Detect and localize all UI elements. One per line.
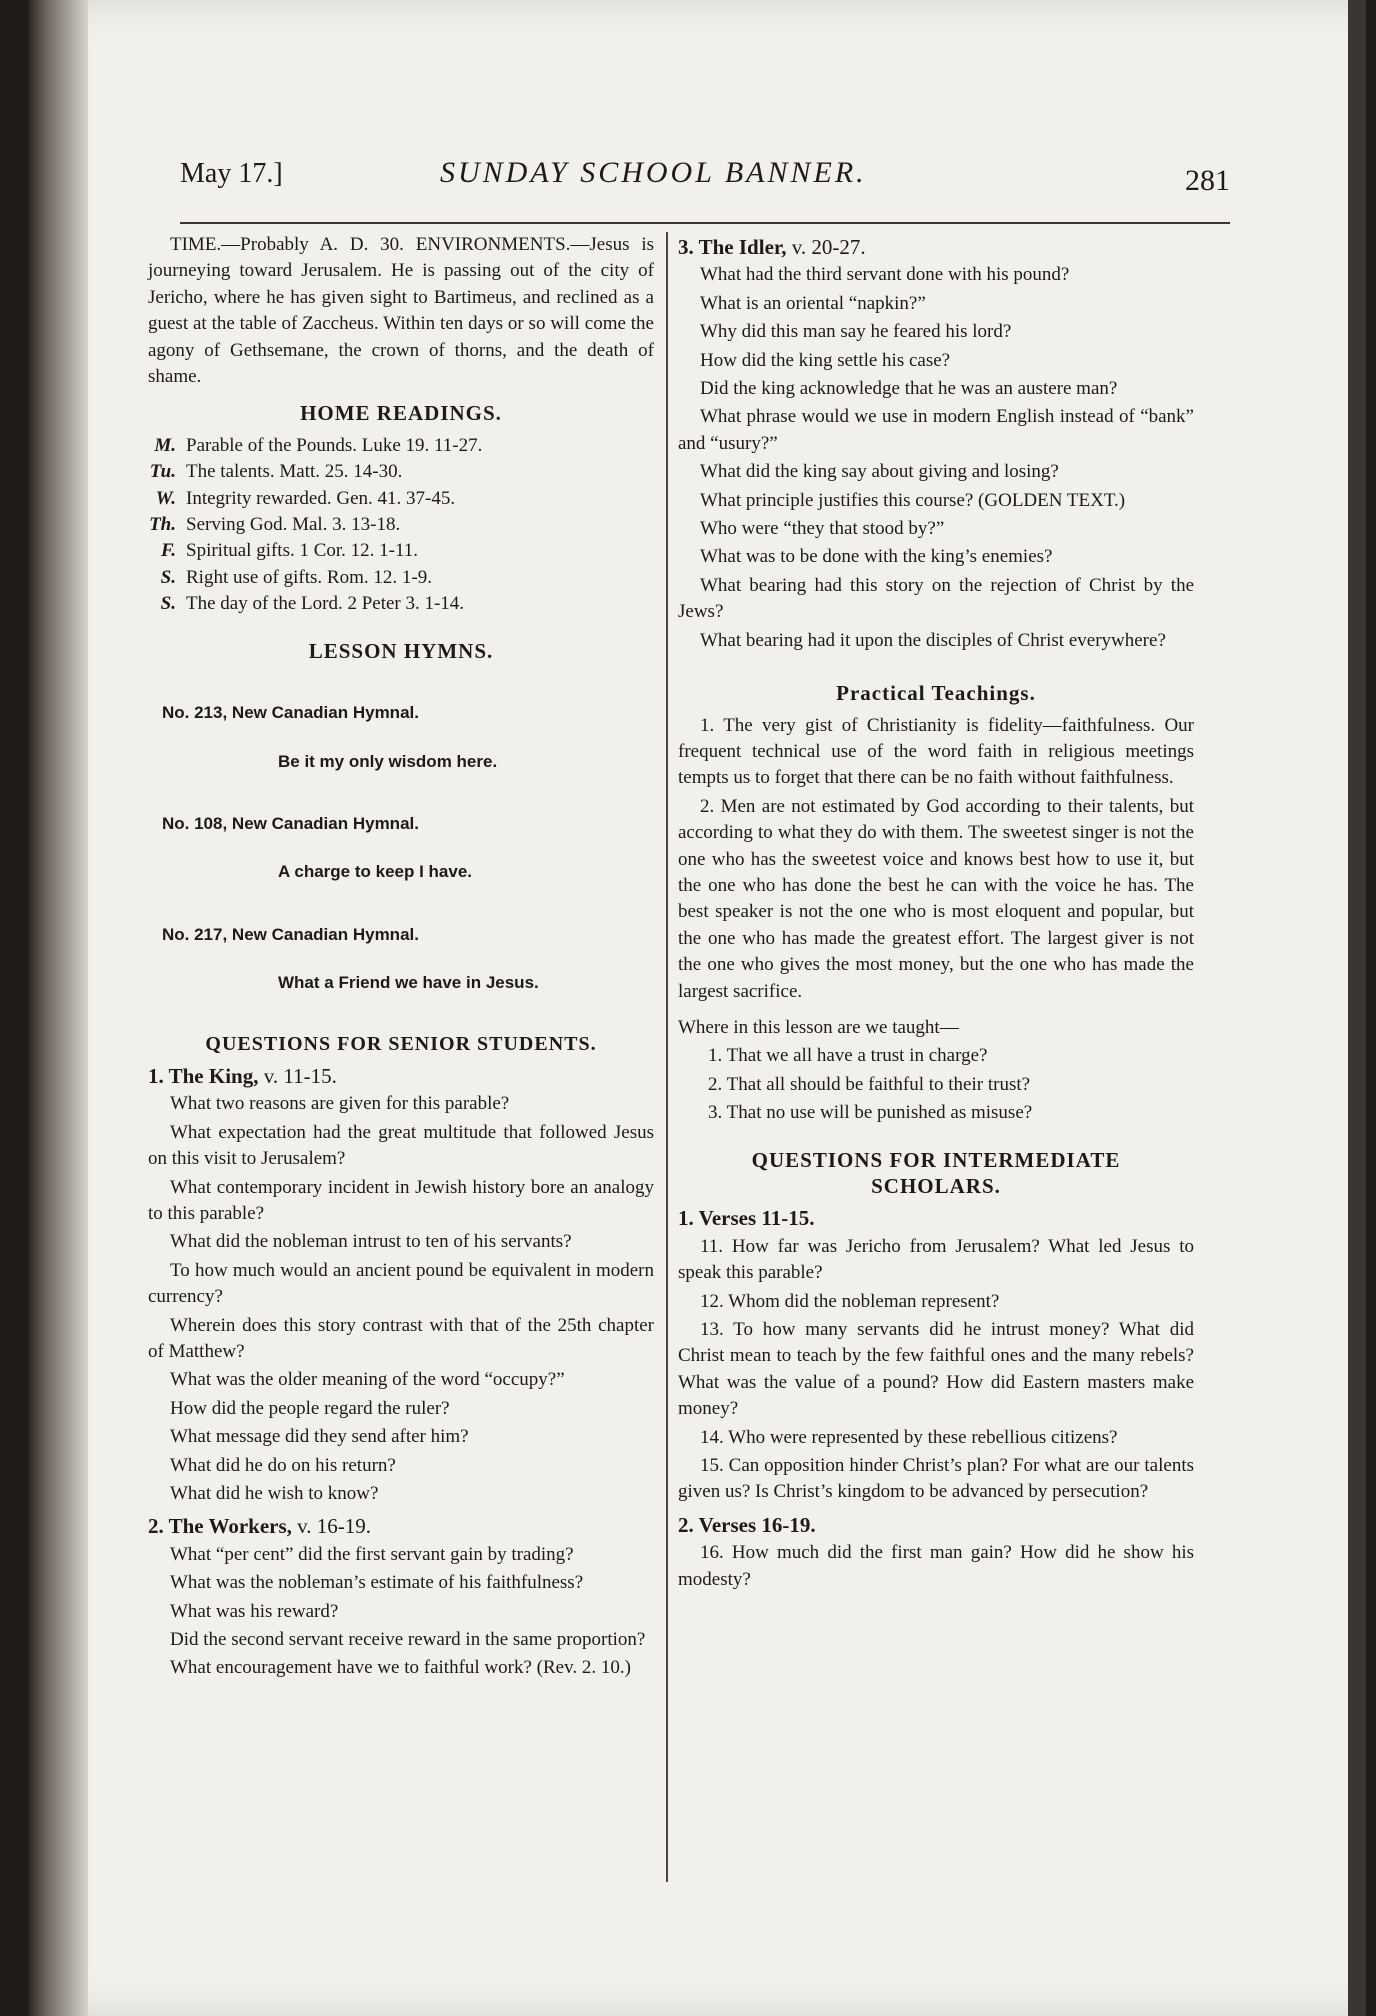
page-number: 281 (1185, 164, 1230, 197)
question: What was the older meaning of the word “occupy?” (170, 1369, 565, 1391)
king-questions (148, 1091, 654, 1507)
page-header (180, 150, 1230, 220)
verses-2-questions (678, 1540, 1194, 1593)
hymns-list (148, 700, 654, 996)
question: What encouragement have we to faithful work? (Rev. 2. 10.) (170, 1657, 631, 1679)
reading-item (148, 512, 654, 538)
reading-text: The day of the Lord. 2 Peter 3. 1-14. (186, 593, 465, 615)
reading-item (148, 565, 654, 591)
idler-ref: v. 20-27. (786, 235, 866, 259)
reading-item (148, 591, 654, 617)
question: What message did they send after him? (170, 1426, 469, 1448)
question: Why did this man say he feared his lord? (700, 321, 1012, 343)
question: What bearing had it upon the disciples of Christ everywhere? (700, 629, 1166, 651)
section-heading-idler (678, 234, 1194, 260)
taught-item: 2. That all should be faithful to their trust? (708, 1073, 1031, 1095)
practical-teachings-heading: Practical Teachings. (836, 681, 1036, 706)
question: Did the second servant receive reward in the same proportion? (170, 1629, 646, 1651)
verses-1-questions (678, 1234, 1194, 1506)
reading-item (148, 433, 654, 459)
numbered-question: 11. How far was Jericho from Jerusalem? What led Jesus to speak this parable? (678, 1235, 1194, 1284)
question: What expectation had the great multitude that followed Jesus on this visit to Jerusalem? (148, 1121, 654, 1170)
hymn-first-line: A charge to keep I have. (278, 862, 472, 882)
numbered-question: 13. To how many servants did he intrust money? What did Christ mean to teach by the few faithful ones and the many rebels? What was the value of a pound? How did Eastern masters make money? (678, 1319, 1194, 1420)
question: Who were “they that stood by?” (700, 518, 945, 540)
question: To how much would an ancient pound be equivalent in modern currency? (148, 1259, 654, 1308)
teaching-paragraph: 1. The very gist of Christianity is fidelity—faithfulness. Our frequent technical use of the word faith in religious meetings tempts us to forget that there can be no faith without faithfulness. (678, 714, 1194, 789)
question: What principle justifies this course? (GOLDEN TEXT.) (700, 489, 1126, 511)
reading-day: Tu. (149, 461, 176, 483)
question: How did the king settle his case? (700, 349, 951, 371)
section-heading-king (148, 1063, 654, 1089)
left-column (148, 232, 654, 1684)
question: What did the nobleman intrust to ten of his servants? (170, 1231, 572, 1253)
question: What had the third servant done with his pound? (700, 264, 1070, 286)
teaching-paragraph: 2. Men are not estimated by God according to their talents, but according to what they do with them. The sweetest singer is not the one who has the sweetest voice and knows best how to use it, but the one who has done the best he can with the voice he has. The best speaker is not the one who is most eloquent and popular, but the one who has made the greatest effort. The largest giver is not the one who gives the most money, but the one who has made the largest sacrifice. (678, 795, 1194, 1002)
reading-text: The talents. Matt. 25. 14-30. (186, 461, 403, 483)
where-taught: Where in this lesson are we taught— (678, 1016, 959, 1038)
reading-day: S. (160, 566, 176, 588)
reading-item (148, 486, 654, 512)
verses-2-heading: 2. Verses 16-19. (678, 1512, 816, 1537)
reading-item (148, 459, 654, 485)
king-ref: v. 11-15. (258, 1063, 337, 1088)
page-binding (28, 0, 88, 2016)
reading-text: Serving God. Mal. 3. 13-18. (186, 514, 401, 536)
hymn-first-line: What a Friend we have in Jesus. (278, 973, 539, 993)
question: What “per cent” did the first servant gain by trading? (170, 1543, 574, 1565)
hymn-number: No. 217, New Canadian Hymnal. (162, 924, 419, 944)
reading-day: Th. (149, 514, 176, 536)
numbered-question: 16. How much did the first man gain? How did he show his modesty? (678, 1542, 1194, 1590)
practical-teachings (678, 713, 1194, 1005)
time-environments-paragraph: TIME.—Probably A. D. 30. ENVIRONMENTS.—Jesus is journeying toward Jerusalem. He is passing out of the city of Jericho, where he has given sight to Bartimeus, and reclined as a guest at the table of Zaccheus. Within ten days or so will come the agony of Gethsemane, the crown of thorns, and the death of shame. (148, 234, 654, 388)
hymn-number: No. 108, New Canadian Hymnal. (162, 813, 419, 833)
workers-questions (148, 1542, 654, 1682)
home-readings-heading: HOME READINGS. (300, 401, 502, 426)
king-heading: 1. The King, (148, 1063, 259, 1088)
question: Did the king acknowledge that he was an austere man? (700, 378, 1118, 400)
numbered-question: 12. Whom did the nobleman represent? (700, 1290, 1000, 1312)
column-divider (666, 232, 668, 1882)
taught-item: 1. That we all have a trust in charge? (708, 1045, 988, 1067)
question: What was his reward? (170, 1600, 339, 1622)
reading-text: Spiritual gifts. 1 Cor. 12. 1-11. (186, 540, 419, 562)
header-title: SUNDAY SCHOOL BANNER. (440, 156, 867, 189)
reading-text: Right use of gifts. Rom. 12. 1-9. (186, 566, 432, 588)
hymn-number: No. 213, New Canadian Hymnal. (162, 703, 419, 723)
question: What was the nobleman’s estimate of his faithfulness? (170, 1572, 584, 1594)
workers-heading: 2. The Workers, (148, 1514, 292, 1539)
intermediate-heading-1: QUESTIONS FOR INTERMEDIATE (751, 1147, 1121, 1172)
taught-item: 3. That no use will be punished as misuse? (708, 1102, 1033, 1124)
reading-day: S. (160, 593, 176, 615)
question: What was to be done with the king’s enemies? (700, 546, 1053, 568)
reading-item (148, 538, 654, 564)
question: What phrase would we use in modern English instead of “bank” and “usury?” (678, 406, 1194, 454)
workers-ref: v. 16-19. (291, 1514, 372, 1539)
reading-text: Parable of the Pounds. Luke 19. 11-27. (186, 434, 483, 456)
reading-day: M. (154, 434, 176, 456)
question: Wherein does this story contrast with that of the 25th chapter of Matthew? (148, 1314, 654, 1362)
question: What is an oriental “napkin?” (700, 292, 926, 314)
hymn-first-line: Be it my only wisdom here. (278, 751, 498, 771)
idler-questions (678, 262, 1194, 654)
right-column (678, 232, 1194, 1595)
question: What did he do on his return? (170, 1454, 396, 1476)
intermediate-heading-2: SCHOLARS. (871, 1174, 1001, 1198)
header-date: May 17.] (180, 158, 283, 189)
idler-heading: 3. The Idler, (678, 235, 787, 259)
question: What contemporary incident in Jewish history bore an analogy to this parable? (148, 1176, 654, 1224)
question: How did the people regard the ruler? (170, 1397, 450, 1419)
reading-day: W. (155, 487, 176, 509)
section-heading-workers (148, 1513, 654, 1539)
lesson-hymns-heading: LESSON HYMNS. (308, 638, 494, 663)
numbered-question: 15. Can opposition hinder Christ’s plan? For what are our talents given us? Is Christ’s kingdom to be advanced by persecution? (678, 1455, 1194, 1503)
verses-1-heading: 1. Verses 11-15. (678, 1206, 815, 1231)
question: What did the king say about giving and losing? (700, 461, 1059, 483)
question: What bearing had this story on the rejection of Christ by the Jews? (678, 574, 1194, 623)
numbered-question: 14. Who were represented by these rebellious citizens? (700, 1426, 1118, 1448)
reading-text: Integrity rewarded. Gen. 41. 37-45. (186, 487, 456, 509)
senior-questions-heading: QUESTIONS FOR SENIOR STUDENTS. (205, 1032, 597, 1055)
question: What did he wish to know? (170, 1483, 379, 1505)
question: What two reasons are given for this parable? (170, 1093, 510, 1115)
page-edge (1348, 0, 1366, 2016)
header-rule (180, 222, 1230, 224)
reading-day: F. (161, 540, 176, 562)
home-readings-list (148, 433, 654, 618)
taught-list (678, 1043, 1194, 1126)
